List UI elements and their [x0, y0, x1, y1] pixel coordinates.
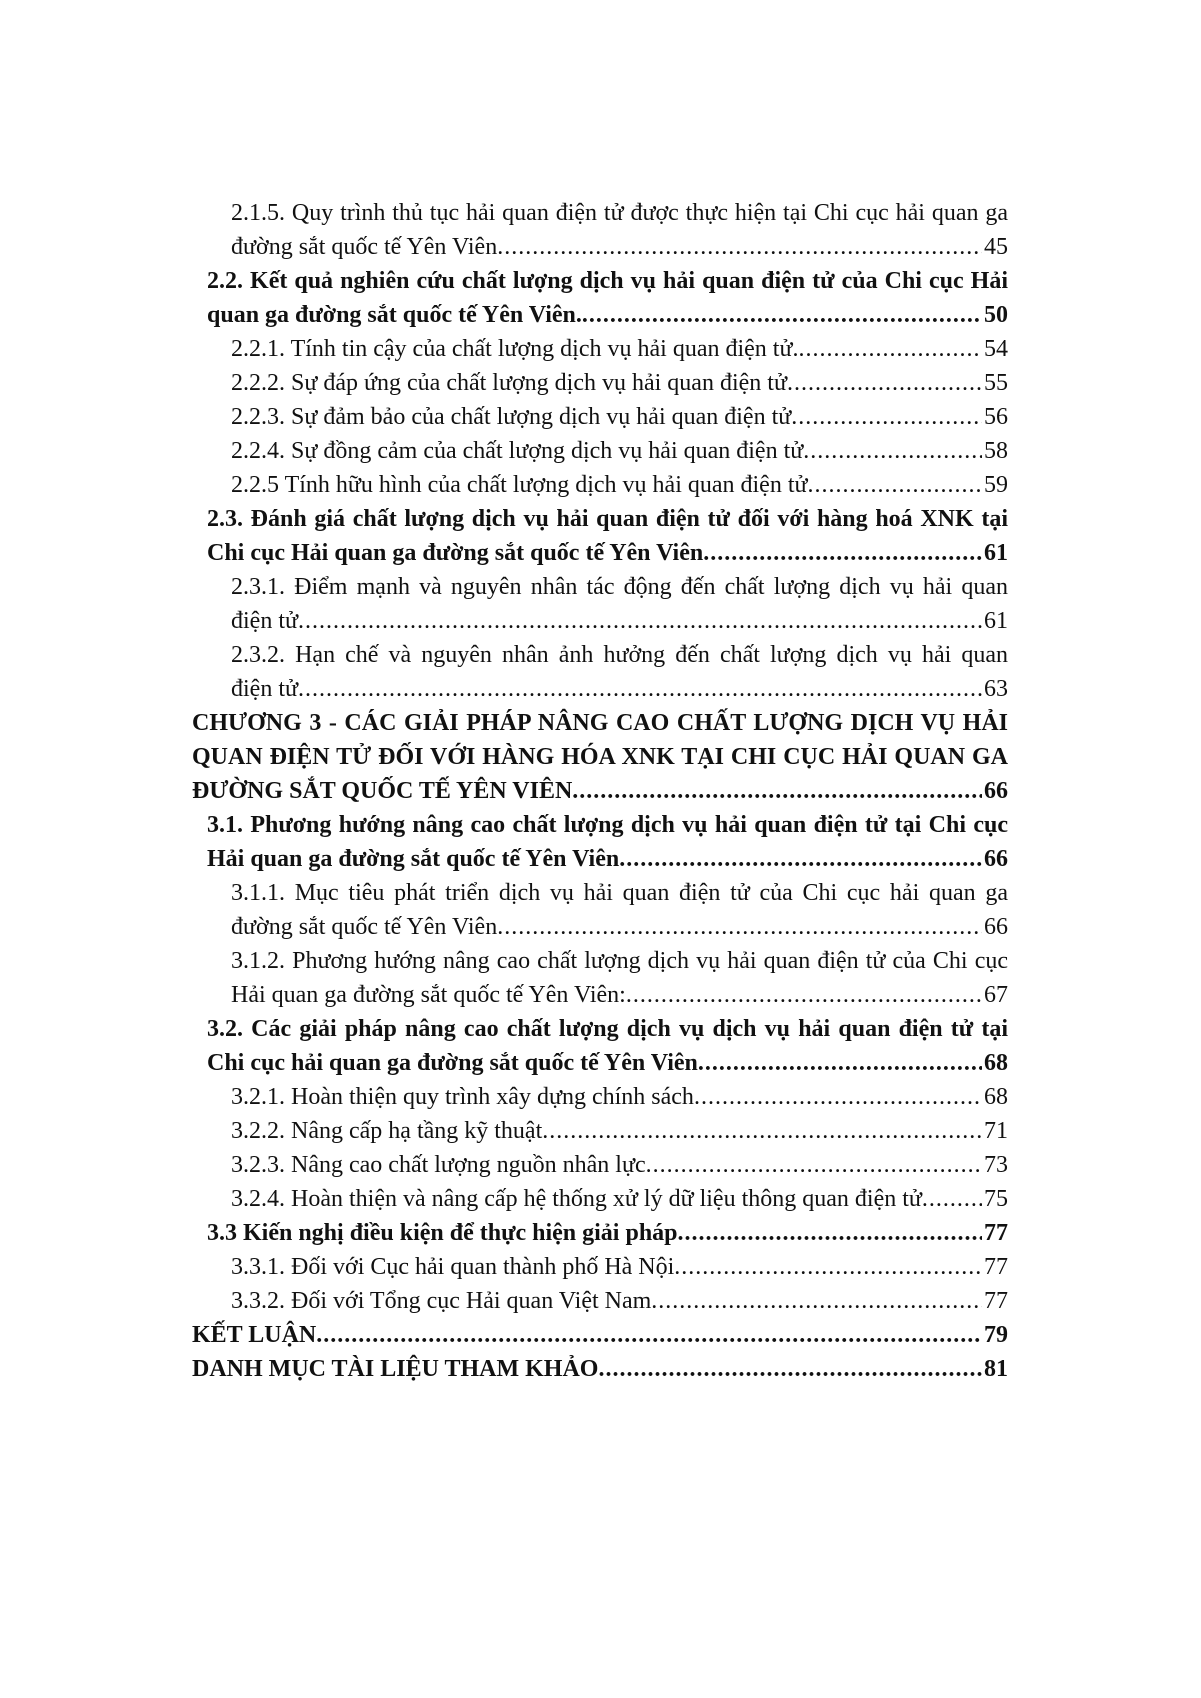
toc-entry[interactable]	[231, 230, 1008, 264]
toc-entry-title: DANH MỤC TÀI LIỆU THAM KHẢO	[192, 1356, 599, 1382]
toc-entry-title: 2.2.5 Tính hữu hình của chất lượng dịch vụ hải quan điện tử	[231, 472, 808, 498]
toc-page-number: 77	[984, 1254, 1008, 1280]
dot-leader	[808, 468, 982, 502]
toc-entry-title: 2.2.4. Sự đồng cảm của chất lượng dịch vụ hải quan điện tử	[231, 438, 804, 464]
toc-page-number: 79	[984, 1322, 1008, 1348]
toc-entry-title: Hải quan ga đường sắt quốc tế Yên Viên:	[231, 982, 626, 1008]
toc-entry-title: 3.3 Kiến nghị điều kiện để thực hiện giải pháp	[207, 1220, 678, 1246]
toc-entry[interactable]	[231, 1182, 1008, 1216]
toc-page-number: 81	[984, 1356, 1008, 1382]
toc-entry-line: 3.2. Các giải pháp nâng cao chất lượng dịch vụ dịch vụ hải quan điện tử tại	[207, 1016, 1008, 1042]
toc-entry[interactable]	[207, 298, 1008, 332]
toc-entry-title: 3.3.2. Đối với Tổng cục Hải quan Việt Nam	[231, 1288, 652, 1314]
toc-page-number: 66	[984, 846, 1008, 872]
dot-leader	[698, 1046, 982, 1080]
toc-page-number: 55	[984, 370, 1008, 396]
dot-leader	[497, 910, 982, 944]
toc-entry-line: 2.1.5. Quy trình thủ tục hải quan điện tử được thực hiện tại Chi cục hải quan ga	[231, 200, 1008, 226]
toc-entry-line: CHƯƠNG 3 - CÁC GIẢI PHÁP NÂNG CAO CHẤT LƯỢNG DỊCH VỤ HẢI	[192, 710, 1008, 736]
dot-leader	[626, 978, 982, 1012]
toc-entry[interactable]	[231, 672, 1008, 706]
toc-entry[interactable]	[231, 366, 1008, 400]
toc-page-number: 68	[984, 1084, 1008, 1110]
toc-page-number: 59	[984, 472, 1008, 498]
toc-entry[interactable]	[231, 434, 1008, 468]
dot-leader	[582, 298, 982, 332]
toc-entry-title: 3.2.1. Hoàn thiện quy trình xây dựng chính sách	[231, 1084, 694, 1110]
toc-entry[interactable]	[192, 774, 1008, 808]
dot-leader	[674, 1250, 982, 1284]
toc-entry[interactable]	[231, 1114, 1008, 1148]
toc-entry-line: 2.2. Kết quả nghiên cứu chất lượng dịch vụ hải quan điện tử của Chi cục Hải	[207, 268, 1008, 294]
toc-page-number: 66	[984, 914, 1008, 940]
dot-leader	[572, 774, 982, 808]
toc-entry-line: 2.3. Đánh giá chất lượng dịch vụ hải quan điện tử đối với hàng hoá XNK tại	[207, 506, 1008, 532]
dot-leader	[787, 366, 982, 400]
toc-entry-title: quan ga đường sắt quốc tế Yên Viên.	[207, 302, 582, 328]
toc-entry-line: 3.1.2. Phương hướng nâng cao chất lượng dịch vụ hải quan điện tử của Chi cục	[231, 948, 1008, 974]
toc-entry-title: điện tử	[231, 676, 298, 702]
toc-entry[interactable]	[192, 1318, 1008, 1352]
toc-entry-title: Chi cục Hải quan ga đường sắt quốc tế Yên Viên	[207, 540, 704, 566]
toc-entry-title: KẾT LUẬN	[192, 1322, 317, 1348]
toc-entry[interactable]	[207, 1216, 1008, 1250]
toc-entry-title: 3.2.2. Nâng cấp hạ tầng kỹ thuật	[231, 1118, 543, 1144]
toc-entry-title: ĐƯỜNG SẮT QUỐC TẾ YÊN VIÊN	[192, 778, 573, 804]
toc-entry[interactable]	[192, 1352, 1008, 1386]
toc-entry[interactable]	[231, 468, 1008, 502]
toc-page-number: 75	[984, 1186, 1008, 1212]
toc-page-number: 54	[984, 336, 1008, 362]
toc-page-number: 73	[984, 1152, 1008, 1178]
toc-entry[interactable]	[231, 1250, 1008, 1284]
dot-leader	[678, 1216, 982, 1250]
toc-entry-line: 3.1.1. Mục tiêu phát triển dịch vụ hải quan điện tử của Chi cục hải quan ga	[231, 880, 1008, 906]
toc-entry-title: điện tử	[231, 608, 298, 634]
toc-entry-title: Hải quan ga đường sắt quốc tế Yên Viên	[207, 846, 620, 872]
toc-entry[interactable]	[231, 910, 1008, 944]
dot-leader	[694, 1080, 982, 1114]
toc-entry[interactable]	[207, 842, 1008, 876]
toc-page-number: 58	[984, 438, 1008, 464]
toc-entry-title: 3.2.4. Hoàn thiện và nâng cấp hệ thống xử lý dữ liệu thông quan điện tử	[231, 1186, 922, 1212]
toc-page-number: 45	[984, 234, 1008, 260]
toc-entry-line: 3.1. Phương hướng nâng cao chất lượng dịch vụ hải quan điện tử tại Chi cục	[207, 812, 1008, 838]
toc-entry-title: đường sắt quốc tế Yên Viên	[231, 234, 498, 260]
toc-entry-line: 2.3.2. Hạn chế và nguyên nhân ảnh hưởng đến chất lượng dịch vụ hải quan	[231, 642, 1008, 668]
dot-leader	[298, 604, 982, 638]
toc-entry[interactable]	[207, 1046, 1008, 1080]
toc-entry-title: Chi cục hải quan ga đường sắt quốc tế Yên Viên	[207, 1050, 698, 1076]
toc-page-number: 67	[984, 982, 1008, 1008]
dot-leader	[703, 536, 982, 570]
toc-entry-line: 2.3.1. Điểm mạnh và nguyên nhân tác động đến chất lượng dịch vụ hải quan	[231, 574, 1008, 600]
toc-page-number: 56	[984, 404, 1008, 430]
dot-leader	[619, 842, 982, 876]
toc-entry[interactable]	[231, 604, 1008, 638]
toc-entry-title: 2.2.1. Tính tin cậy của chất lượng dịch vụ hải quan điện tử.	[231, 336, 799, 362]
toc-page-number: 77	[984, 1220, 1008, 1246]
toc-entry-title: 3.3.1. Đối với Cục hải quan thành phố Hà Nội	[231, 1254, 675, 1280]
toc-page-number: 77	[984, 1288, 1008, 1314]
toc-entry-title: đường sắt quốc tế Yên Viên	[231, 914, 498, 940]
toc-entry[interactable]	[231, 332, 1008, 366]
toc-page-number: 63	[984, 676, 1008, 702]
toc-entry[interactable]	[231, 1284, 1008, 1318]
dot-leader	[497, 230, 982, 264]
dot-leader	[542, 1114, 982, 1148]
toc-entry[interactable]	[231, 1080, 1008, 1114]
toc-entry-line: QUAN ĐIỆN TỬ ĐỐI VỚI HÀNG HÓA XNK TẠI CHI CỤC HẢI QUAN GA	[192, 744, 1008, 770]
dot-leader	[798, 332, 982, 366]
toc-page-number: 66	[984, 778, 1008, 804]
toc-entry-title: 2.2.3. Sự đảm bảo của chất lượng dịch vụ hải quan điện tử	[231, 404, 792, 430]
toc-page-number: 61	[984, 540, 1008, 566]
toc-page-number: 61	[984, 608, 1008, 634]
toc-entry[interactable]	[207, 536, 1008, 570]
dot-leader	[316, 1318, 982, 1352]
toc-entry[interactable]	[231, 400, 1008, 434]
toc-page-number: 50	[984, 302, 1008, 328]
dot-leader	[803, 434, 982, 468]
toc-entry[interactable]	[231, 1148, 1008, 1182]
toc-page-number: 68	[984, 1050, 1008, 1076]
dot-leader	[646, 1148, 982, 1182]
toc-entry[interactable]	[231, 978, 1008, 1012]
dot-leader	[598, 1352, 982, 1386]
dot-leader	[922, 1182, 982, 1216]
toc-page-number: 71	[984, 1118, 1008, 1144]
toc-entry-title: 3.2.3. Nâng cao chất lượng nguồn nhân lực	[231, 1152, 646, 1178]
dot-leader	[298, 672, 982, 706]
toc-entry-title: 2.2.2. Sự đáp ứng của chất lượng dịch vụ hải quan điện tử	[231, 370, 787, 396]
dot-leader	[651, 1284, 982, 1318]
dot-leader	[791, 400, 982, 434]
